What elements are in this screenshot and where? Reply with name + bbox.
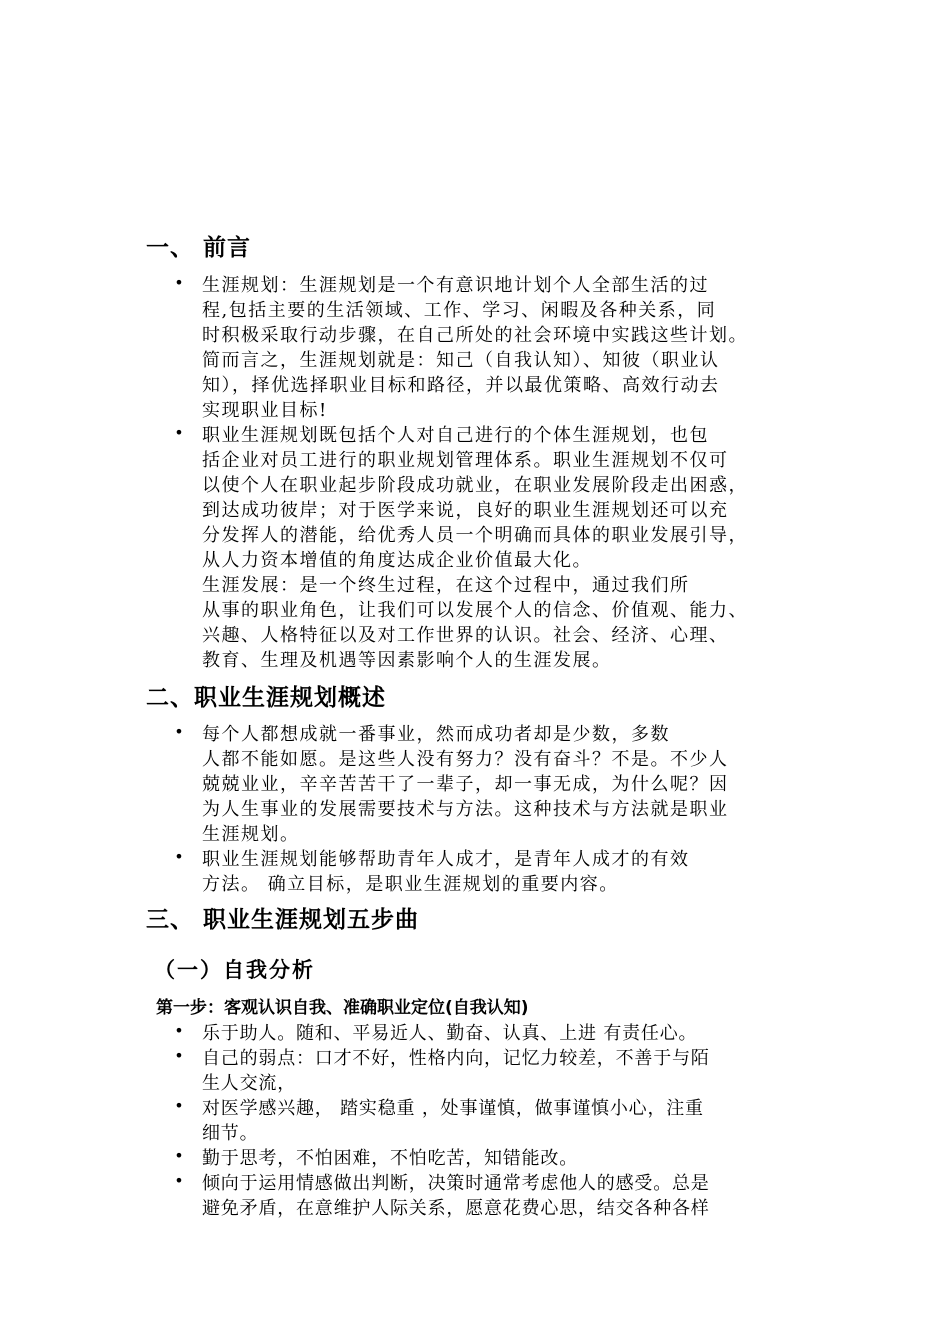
text-line: 乐于助人。随和、平易近人、勤奋、认真、上进 有责任心。 (202, 1023, 698, 1044)
text-line: 教育、生理及机遇等因素影响个人的生涯发展。 (202, 650, 612, 671)
text-line: 以使个人在职业起步阶段成功就业，在职业发展阶段走出困惑， (202, 475, 748, 496)
text-line: 勤于思考，不怕困难，不怕吃苦，知错能改。 (202, 1148, 578, 1169)
list-item (172, 1096, 822, 1146)
bullet-icon: • (174, 1171, 184, 1190)
text-line: 方法。 确立目标，是职业生涯规划的重要内容。 (202, 874, 619, 895)
subsection-heading-self-analysis: （一）自我分析 (154, 958, 315, 982)
text-line: 到达成功彼岸；对于医学来说，良好的职业生涯规划还可以充 (202, 500, 729, 521)
list-item (172, 423, 822, 673)
bullet-icon: • (174, 1021, 184, 1040)
text-line: 对医学感兴趣， 踏实稳重 ，处事谨慎，做事谨慎小心，注重 (202, 1098, 704, 1119)
text-line: 生涯规划。 (202, 824, 300, 845)
list-item (172, 1171, 822, 1221)
text-line: 兢兢业业，辛辛苦苦干了一辈子，却一事无成，为什么呢？因 (202, 774, 729, 795)
text-line: 细节。 (202, 1123, 259, 1144)
text-line: 每个人都想成就一番事业，然而成功者却是少数，多数 (202, 724, 670, 745)
section-heading-five-steps: 三、 职业生涯规划五步曲 (146, 907, 420, 933)
text-line: 兴趣、人格特征以及对工作世界的认识。社会、经济、心理、 (202, 625, 729, 646)
step-heading: 第一步：客观认识自我、准确职业定位(自我认知) (156, 998, 529, 1018)
text-line: 职业生涯规划能够帮助青年人成才，是青年人成才的有效 (202, 849, 690, 870)
list-item (172, 1046, 822, 1096)
text-line: 生涯规划：生涯规划是一个有意识地计划个人全部生活的过 (202, 275, 709, 296)
list-item (172, 1146, 822, 1171)
list-item (172, 273, 822, 423)
list-item (172, 722, 822, 847)
text-line: 倾向于运用情感做出判断，决策时通常考虑他人的感受。总是 (202, 1173, 710, 1194)
text-line: 时积极采取行动步骤，在自己所处的社会环境中实践这些计划。 (202, 325, 748, 346)
text-line: 生人交流， (202, 1073, 296, 1094)
list-item (172, 847, 822, 897)
text-line: 括企业对员工进行的职业规划管理体系。职业生涯规划不仅可 (202, 450, 729, 471)
text-line: 从事的职业角色，让我们可以发展个人的信念、价值观、能力、 (202, 600, 748, 621)
bullet-icon: • (174, 1046, 184, 1065)
text-line: 职业生涯规划既包括个人对自己进行的个体生涯规划，也包 (202, 425, 709, 446)
text-line: 自己的弱点：口才不好，性格内向，记忆力较差，不善于与陌 (202, 1048, 710, 1069)
bullet-icon: • (174, 722, 184, 741)
bullet-icon: • (174, 1096, 184, 1115)
preface-list (172, 273, 822, 673)
bullet-icon: • (174, 423, 184, 442)
text-line: 程,包括主要的生活领域、工作、学习、闲暇及各种关系，同 (202, 300, 717, 321)
text-line: 实现职业目标! (202, 400, 328, 421)
list-item (172, 1021, 822, 1046)
text-line: 为人生事业的发展需要技术与方法。这种技术与方法就是职业 (202, 799, 729, 820)
section-heading-preface: 一、 前言 (146, 235, 252, 261)
bullet-icon: • (174, 847, 184, 866)
text-line: 知），择优选择职业目标和路径，并以最优策略、高效行动去 (202, 375, 720, 396)
self-analysis-list (172, 1021, 822, 1221)
overview-list (172, 722, 822, 897)
bullet-icon: • (174, 1146, 184, 1165)
text-line: 分发挥人的潜能，给优秀人员一个明确而具体的职业发展引导， (202, 525, 748, 546)
bullet-icon: • (174, 273, 184, 292)
text-line: 避免矛盾，在意维护人际关系，愿意花费心思，结交各种各样 (202, 1198, 710, 1219)
section-heading-overview: 二、职业生涯规划概述 (146, 685, 386, 711)
text-line: 人都不能如愿。是这些人没有努力？没有奋斗？不是。不少人 (202, 749, 729, 770)
text-line: 简而言之，生涯规划就是：知己（自我认知）、知彼（职业认 (202, 350, 720, 371)
text-line: 从人力资本增值的角度达成企业价值最大化。 (202, 550, 592, 571)
text-line: 生涯发展：是一个终生过程，在这个过程中，通过我们所 (202, 575, 690, 596)
